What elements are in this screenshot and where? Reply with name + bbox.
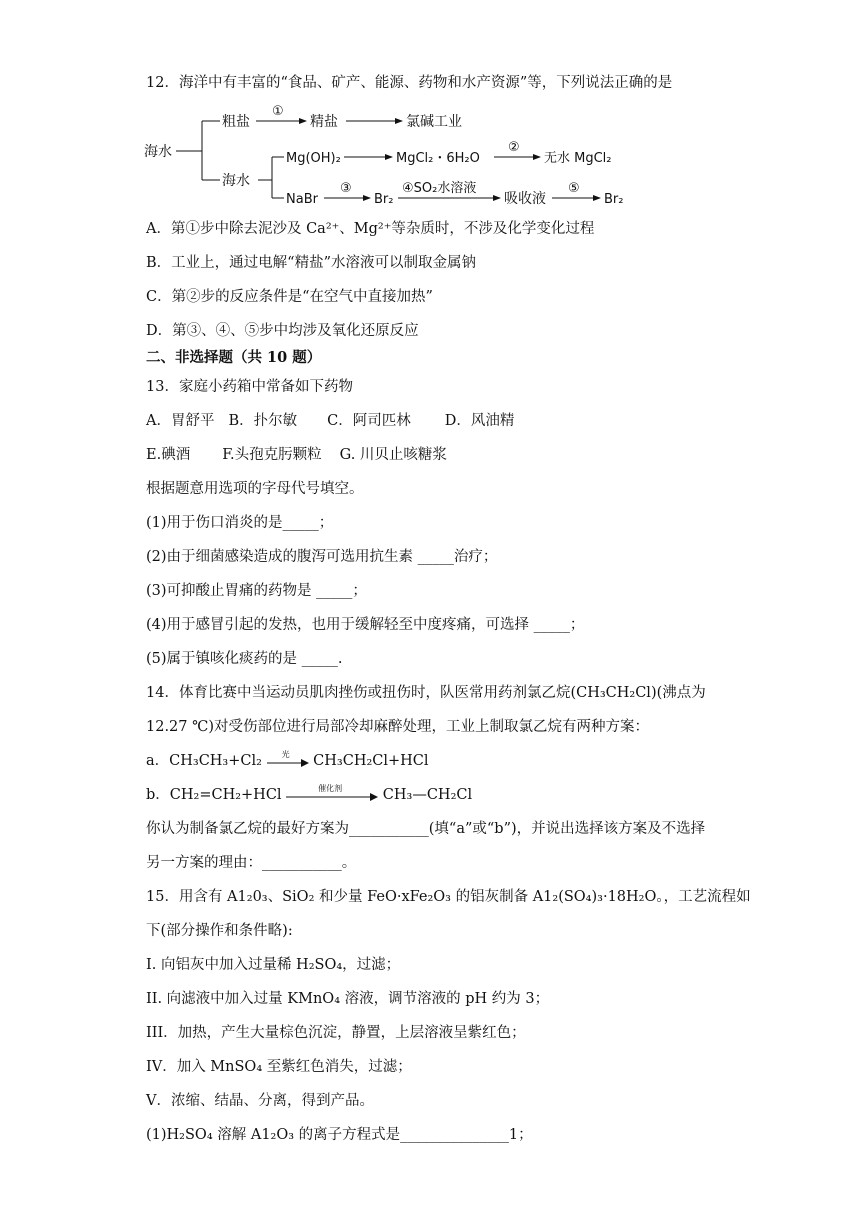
option-d: D．风油精 [444, 413, 515, 429]
q13-part4: (4)用于感冒引起的发热，也用于缓解轻至中度疼痛，可选择 _____； [146, 617, 585, 633]
q14-equation-a: a．CH₃CH₃+Cl₂ 光 CH₃CH₂Cl+HCl [146, 751, 429, 771]
option-a: A．胃舒平 [146, 413, 215, 429]
q13-part1: (1)用于伤口消炎的是_____； [146, 515, 334, 531]
q13-stem: 13．家庭小药箱中常备如下药物 [146, 379, 353, 395]
node-nabr: NaBr [286, 192, 318, 207]
q13-instruction: 根据题意用选项的字母代号填空。 [146, 481, 364, 497]
step4-label: ④SO₂水溶液 [402, 181, 477, 196]
q15-part1: (1)H₂SO₄ 溶解 A1₂O₃ 的离子方程式是_______________1； [146, 1127, 533, 1143]
q15-step5: V．浓缩、结晶、分离，得到产品。 [146, 1093, 374, 1109]
q15-stem-line1: 15．用含有 A1₂0₃、SiO₂ 和少量 FeO·xFe₂O₃ 的铝灰制备 A1₂(SO₄)₃·18H₂O。，工艺流程如 [146, 889, 751, 905]
q13-part5: (5)属于镇咳化痰药的是 _____. [146, 651, 343, 667]
q15-step4: IV．加入 MnSO₄ 至紫红色消失，过滤； [146, 1059, 412, 1075]
q12-option-c: C．第②步的反应条件是“在空气中直接加热” [146, 289, 433, 305]
option-f: F.头孢克肟颗粒 [222, 447, 322, 463]
q15-step3: III．加热，产生大量棕色沉淀，静置，上层溶液呈紫红色； [146, 1025, 526, 1041]
option-g: G. 川贝止咳糖浆 [339, 447, 447, 463]
option-c: C．阿司匹林 [327, 413, 411, 429]
node-cuyan: 粗盐 [222, 114, 250, 130]
section-heading: 二、非选择题（共 10 题） [146, 349, 322, 366]
q15-step2: II. 向滤液中加入过量 KMnO₄ 溶液，调节溶液的 pH 约为 3； [146, 991, 550, 1007]
node-haishui-root: 海水 [144, 144, 172, 160]
q14-equation-b: b．CH₂=CH₂+HCl 催化剂 CH₃—CH₂Cl [146, 785, 472, 805]
condition-light: 光 [281, 750, 290, 759]
option-e: E.碘酒 [146, 447, 191, 463]
q13-options-row1 [146, 411, 514, 431]
q13-part3: (3)可抑酸止胃痛的药物是 _____； [146, 583, 367, 599]
node-lvjian-gongye: 氯碱工业 [406, 114, 462, 130]
step5-label: ⑤ [568, 181, 580, 196]
node-haishui-branch: 海水 [222, 173, 250, 189]
q13-options-row2 [146, 445, 447, 465]
seawater-flow-diagram [140, 104, 660, 212]
q15-stem-line2: 下(部分操作和条件略): [146, 923, 293, 939]
q14-stem-line2: 12.27 ℃)对受伤部位进行局部冷却麻醉处理，工业上制取氯乙烷有两种方案： [146, 719, 649, 735]
q15-step1: I. 向铝灰中加入过量稀 H₂SO₄，过滤； [146, 957, 401, 973]
step3-label: ③ [340, 181, 352, 196]
q14-stem-line1: 14．体育比赛中当运动员肌肉挫伤或扭伤时，队医常用药剂氯乙烷(CH₃CH₂Cl)(沸点为 [146, 685, 706, 701]
option-b: B．扑尔敏 [228, 413, 298, 429]
q12-option-d: D．第③、④、⑤步中均涉及氧化还原反应 [146, 323, 419, 339]
node-mgcl2-hydrate: MgCl₂・6H₂O [396, 151, 480, 166]
arrow-icon [267, 758, 309, 768]
q12-stem: 12．海洋中有丰富的“食品、矿产、能源、药物和水产资源”等，下列说法正确的是 [146, 75, 673, 91]
node-jingyan: 精盐 [310, 114, 338, 130]
q14-answer-line1: 你认为制备氯乙烷的最好方案为___________(填“a”或“b”)，并说出选择该方案及不选择 [146, 821, 706, 837]
step1-label: ① [272, 104, 284, 119]
node-wushui-mgcl2: 无水 MgCl₂ [544, 151, 612, 166]
arrow-icon [286, 792, 378, 802]
q14-answer-line2: 另一方案的理由：___________。 [146, 855, 357, 871]
q12-option-b: B．工业上，通过电解“精盐”水溶液可以制取金属钠 [146, 255, 476, 271]
condition-catalyst: 催化剂 [318, 784, 343, 793]
q13-part2: (2)由于细菌感染造成的腹泻可选用抗生素 _____治疗； [146, 549, 498, 565]
q12-option-a: A．第①步中除去泥沙及 Ca²⁺、Mg²⁺等杂质时，不涉及化学变化过程 [146, 221, 595, 237]
node-mgoh2: Mg(OH)₂ [286, 151, 341, 166]
step2-label: ② [508, 140, 520, 155]
node-br2-b: Br₂ [604, 192, 624, 207]
node-br2-a: Br₂ [374, 192, 394, 207]
node-xishouye: 吸收液 [504, 191, 546, 207]
